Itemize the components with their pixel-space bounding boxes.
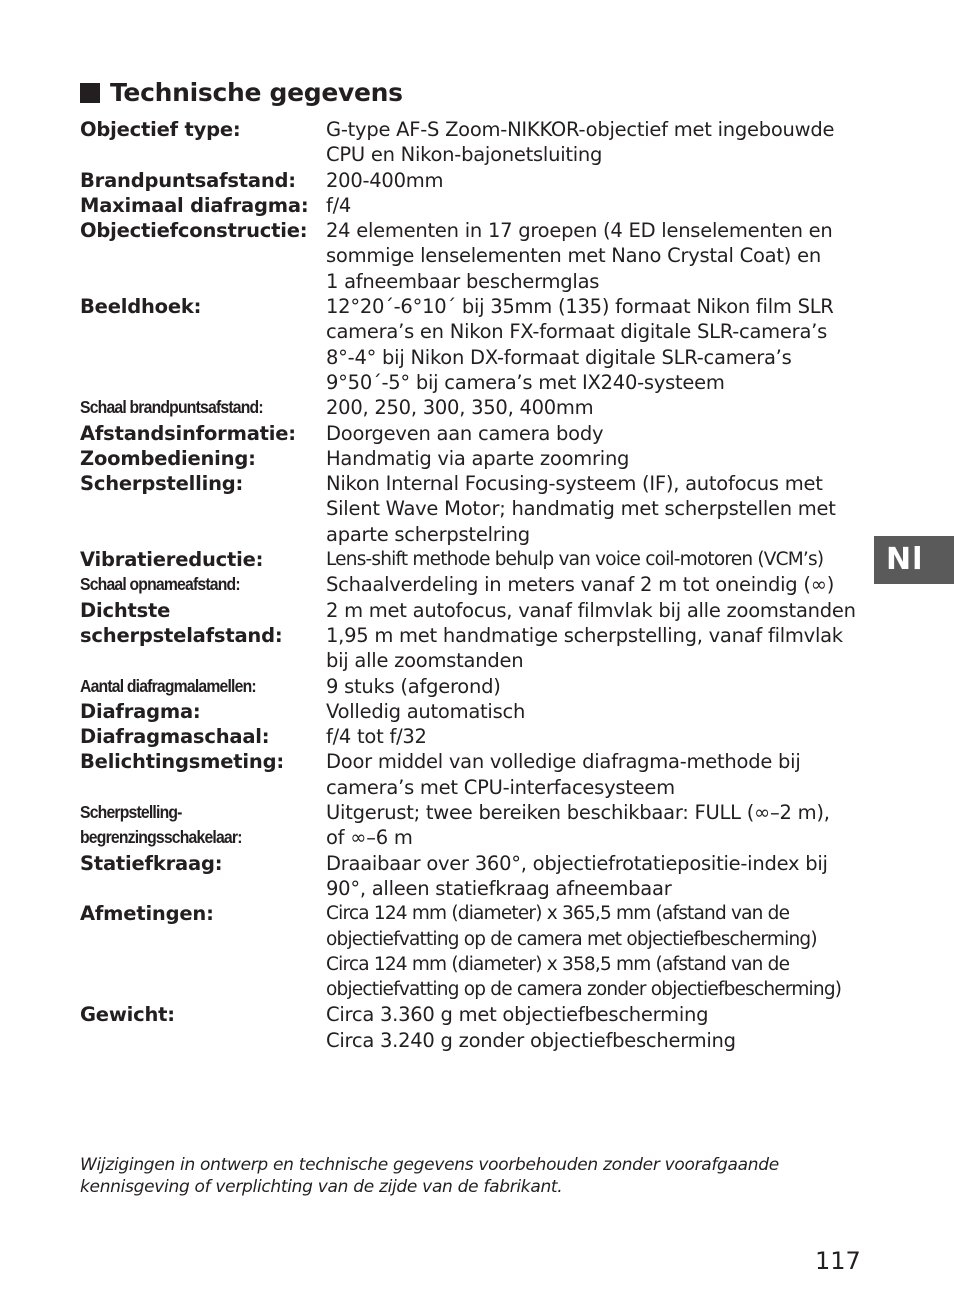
spec-label: Scherpstelling: <box>80 472 244 496</box>
section-title: Technische gegevens <box>110 78 403 107</box>
spec-label: Maximaal diafragma: <box>80 193 309 217</box>
spec-row <box>80 446 860 471</box>
spec-label: Beeldhoek: <box>80 295 202 319</box>
spec-value-line: Nikon Internal Focusing-systeem (IF), autofocus met <box>326 472 823 496</box>
spec-value-line: 8°-4° bij Nikon DX-formaat digitale SLR-camera’s <box>326 345 792 369</box>
spec-row <box>80 749 860 800</box>
spec-value-line: objectiefvatting op de camera zonder objectiefbescherming) <box>326 979 842 1001</box>
specifications-table <box>80 117 860 1053</box>
spec-label-line: begrenzingsschakelaar: <box>80 827 242 848</box>
spec-value-line: sommige lenselementen met Nano Crystal Coat) en <box>326 244 821 268</box>
spec-value-line: 1 afneembaar beschermglas <box>326 269 600 293</box>
spec-row <box>80 421 860 446</box>
spec-value <box>326 218 860 294</box>
spec-value-line: 12°20´-6°10´ bij 35mm (135) formaat Nikon film SLR <box>326 295 834 319</box>
spec-label: Belichtingsmeting: <box>80 750 284 774</box>
spec-value-line: 24 elementen in 17 groepen (4 ED lenselementen en <box>326 219 833 243</box>
square-bullet-icon <box>80 83 100 103</box>
spec-label-line: Dichtste <box>80 598 171 622</box>
spec-row <box>80 294 860 395</box>
spec-value <box>326 1002 860 1053</box>
spec-value-line: Schaalverdeling in meters vanaf 2 m tot oneindig (∞) <box>326 573 835 597</box>
spec-value-line: 9 stuks (afgerond) <box>326 674 501 698</box>
spec-label: Schaal brandpuntsafstand: <box>80 397 263 418</box>
spec-value-line: 200-400mm <box>326 168 444 192</box>
spec-row <box>80 218 860 294</box>
spec-label-line: scherpstelafstand: <box>80 623 283 647</box>
spec-row <box>80 547 860 572</box>
spec-label: Statiefkraag: <box>80 851 223 875</box>
spec-value-line: 9°50´-5° bij camera’s met IX240-systeem <box>326 370 725 394</box>
disclaimer-note <box>80 1154 840 1198</box>
spec-value <box>326 294 860 395</box>
spec-row <box>80 471 860 547</box>
spec-label: Diafragma: <box>80 699 201 723</box>
spec-label <box>80 800 301 850</box>
spec-value <box>326 421 860 446</box>
spec-value <box>326 724 860 749</box>
spec-value-line: Lens-shift methode behulp van voice coil-motoren (VCM’s) <box>326 549 824 571</box>
spec-label <box>80 598 326 648</box>
spec-value-line: Handmatig via aparte zoomring <box>326 446 630 470</box>
spec-label: Afmetingen: <box>80 902 214 926</box>
spec-value-line: 200, 250, 300, 350, 400mm <box>326 396 594 420</box>
spec-value-line: objectiefvatting op de camera met objectiefbescherming) <box>326 928 817 950</box>
spec-row <box>80 800 860 851</box>
spec-value <box>326 193 860 218</box>
spec-value-line: Uitgerust; twee bereiken beschikbaar: FULL (∞–2 m), <box>326 801 830 825</box>
spec-row <box>80 851 860 902</box>
page-number: 117 <box>815 1247 861 1275</box>
note-line: kennisgeving of verplichting van de zijde van de fabrikant. <box>80 1177 563 1197</box>
spec-label: Brandpuntsafstand: <box>80 168 296 192</box>
spec-value-line: Draaibaar over 360°, objectiefrotatiepositie-index bij <box>326 851 828 875</box>
spec-value <box>326 117 860 168</box>
spec-value-line: Doorgeven aan camera body <box>326 421 604 445</box>
spec-value <box>326 598 860 674</box>
spec-value-line: Circa 124 mm (diameter) x 365,5 mm (afstand van de <box>326 903 790 925</box>
spec-value-line: Volledig automatisch <box>326 699 526 723</box>
spec-row <box>80 699 860 724</box>
spec-label: Gewicht: <box>80 1003 175 1027</box>
spec-row <box>80 168 860 193</box>
spec-row <box>80 117 860 168</box>
spec-value <box>326 471 860 547</box>
spec-label: Diafragmaschaal: <box>80 725 270 749</box>
spec-value-line: Silent Wave Motor; handmatig met scherpstellen met <box>326 497 836 521</box>
spec-row <box>80 1002 860 1053</box>
spec-value-line: Circa 3.360 g met objectiefbescherming <box>326 1003 709 1027</box>
spec-value <box>326 446 860 471</box>
spec-row <box>80 901 860 1002</box>
language-tab: Nl <box>874 536 954 584</box>
spec-row <box>80 724 860 749</box>
spec-value-line: CPU en Nikon-bajonetsluiting <box>326 143 603 167</box>
spec-value-line: Door middel van volledige diafragma-methode bij <box>326 750 801 774</box>
spec-label: Objectiefconstructie: <box>80 219 308 243</box>
spec-label: Aantal diafragmalamellen: <box>80 675 256 696</box>
spec-value-line: Circa 3.240 g zonder objectiefbescherming <box>326 1028 736 1052</box>
spec-value <box>326 800 860 851</box>
note-line: Wijzigingen in ontwerp en technische gegevens voorbehouden zonder voorafgaande <box>80 1155 779 1175</box>
spec-label: Objectief type: <box>80 118 241 141</box>
spec-value <box>326 168 860 193</box>
spec-value-line: camera’s met CPU-interfacesysteem <box>326 775 675 799</box>
spec-label: Zoombediening: <box>80 446 256 470</box>
spec-row <box>80 598 860 674</box>
spec-value-line: f/4 tot f/32 <box>326 725 427 749</box>
spec-value-line: 2 m met autofocus, vanaf filmvlak bij alle zoomstanden <box>326 598 856 622</box>
spec-label: Vibratiereductie: <box>80 548 264 572</box>
spec-value-line: Circa 124 mm (diameter) x 358,5 mm (afstand van de <box>326 953 790 975</box>
spec-row <box>80 572 860 597</box>
spec-row <box>80 674 860 699</box>
spec-label: Schaal opnameafstand: <box>80 574 240 595</box>
spec-value-line: G-type AF-S Zoom-NIKKOR-objectief met ingebouwde <box>326 118 835 141</box>
spec-value <box>326 674 860 699</box>
spec-value-line: bij alle zoomstanden <box>326 649 524 673</box>
spec-label-line: Scherpstelling- <box>80 802 182 823</box>
spec-row <box>80 395 860 420</box>
spec-value <box>326 395 860 420</box>
spec-value-line: camera’s en Nikon FX-formaat digitale SLR-camera’s <box>326 320 828 344</box>
spec-value-line: f/4 <box>326 193 352 217</box>
spec-value <box>326 901 860 1002</box>
spec-value <box>326 699 860 724</box>
spec-value <box>326 851 860 902</box>
spec-value-line: 1,95 m met handmatige scherpstelling, vanaf filmvlak <box>326 623 843 647</box>
spec-value-line: aparte scherpstelring <box>326 522 530 546</box>
section-heading <box>80 78 403 108</box>
spec-label: Afstandsinformatie: <box>80 421 296 445</box>
spec-value-line: 90°, alleen statiefkraag afneembaar <box>326 876 672 900</box>
spec-value-line: of ∞–6 m <box>326 826 413 850</box>
spec-value <box>326 572 860 597</box>
spec-value <box>326 547 860 572</box>
spec-value <box>326 749 860 800</box>
spec-row <box>80 193 860 218</box>
